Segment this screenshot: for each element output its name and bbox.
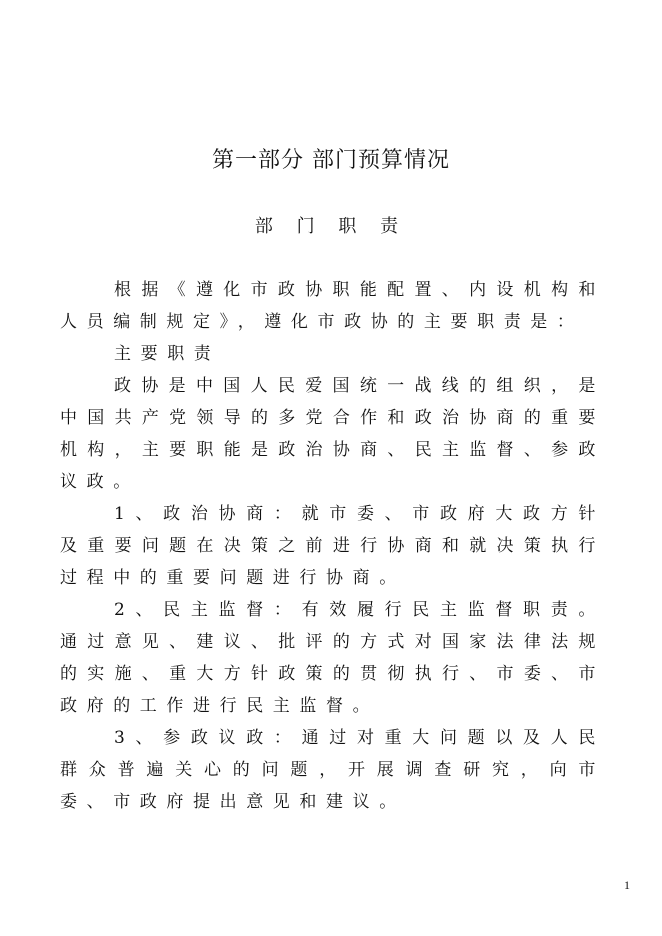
- section-heading: 部 门 职 责: [254, 216, 408, 237]
- duties-paragraph: 政协是中国人民爱国统一战线的组织，是中国共产党领导的多党合作和政治协商的重要机构，主要职能是政治协商、民主监督、参政议政。: [60, 376, 605, 492]
- duty-item-2: 2、民主监督：有效履行民主监督职责。通过意见、建议、批评的方式对国家法律法规的实施、重大方针政策的贯彻执行、市委、市政府的工作进行民主监督。: [60, 600, 605, 716]
- page-number: 1: [624, 878, 630, 892]
- main-duties-heading: 主要职责: [114, 344, 221, 364]
- duty-item-3: 3、参政议政：通过对重大问题以及人民群众普遍关心的问题，开展调查研究，向市委、市政府提出意见和建议。: [60, 728, 605, 812]
- intro-paragraph: 根据《遵化市政协职能配置、内设机构和人员编制规定》，遵化市政协的主要职责是：: [60, 280, 605, 332]
- document-body: [60, 274, 605, 818]
- page-title: 第一部分 部门预算情况: [212, 148, 450, 173]
- duty-item-1: 1、政治协商：就市委、市政府大政方针及重要问题在决策之前进行协商和就决策执行过程中的重要问题进行协商。: [60, 504, 605, 588]
